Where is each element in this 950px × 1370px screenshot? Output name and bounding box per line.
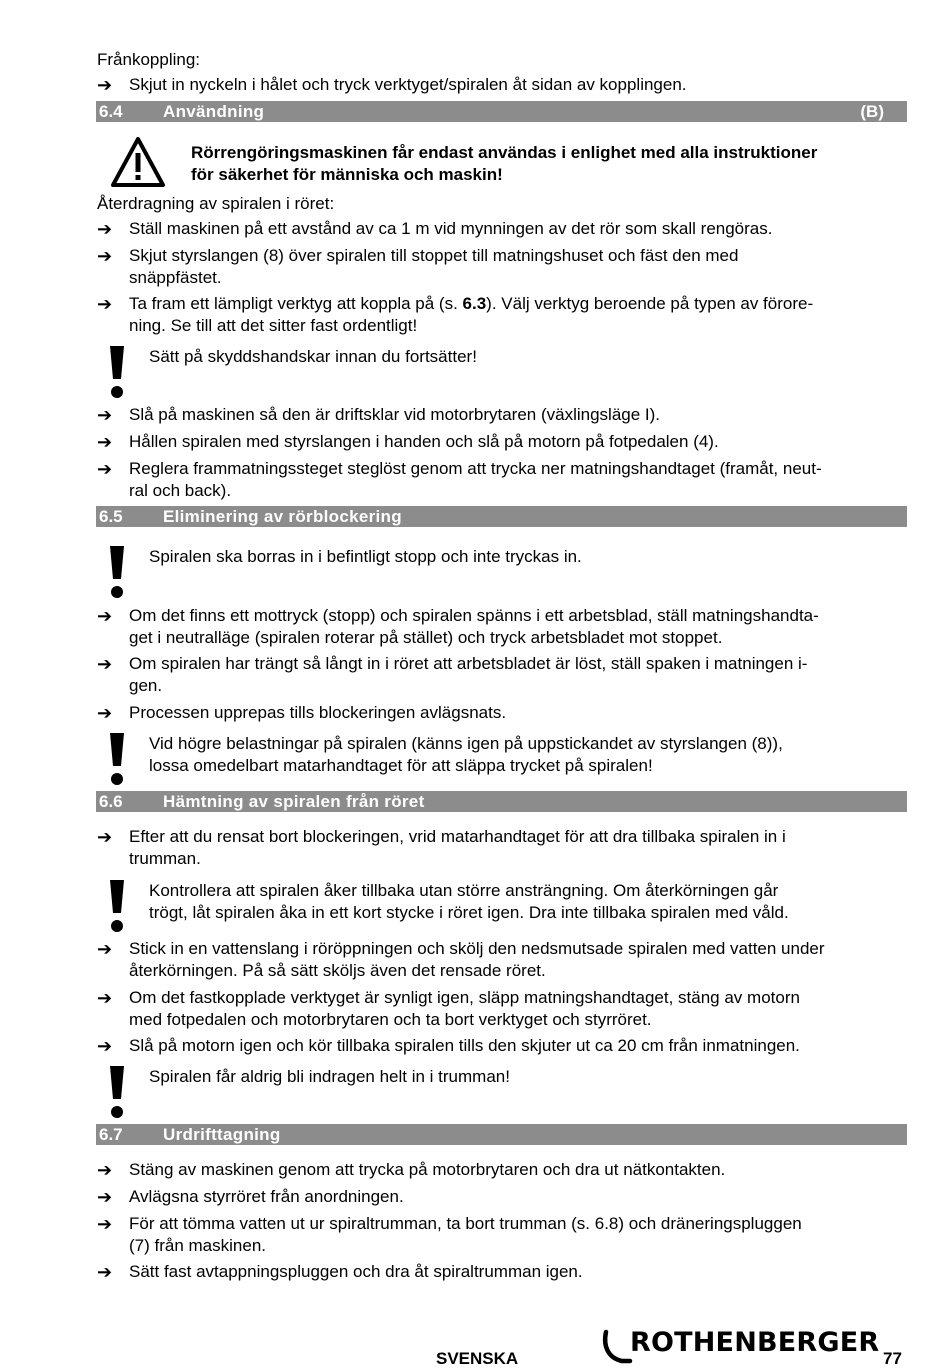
bullet-text: Slå på motorn igen och kör tillbaka spiralen tills den skjuter ut ca 20 cm från inmatningen. [129, 1036, 800, 1055]
bullet-text: ral och back). [129, 481, 232, 500]
exclamation-icon [106, 346, 128, 400]
footer-language: SVENSKA [436, 1349, 519, 1368]
warning-text: för säkerhet för människa och maskin! [191, 165, 503, 184]
section-title: Urdrifttagning [163, 1125, 281, 1144]
bullet-text: Stäng av maskinen genom att trycka på motorbrytaren och dra ut nätkontakten. [129, 1160, 726, 1179]
exclamation-icon [106, 1066, 128, 1120]
section-header-6-4 [96, 101, 907, 122]
bullet-text: Slå på maskinen så den är driftsklar vid motorbrytaren (växlingsläge I). [129, 405, 661, 424]
note-text: trögt, låt spiralen åka in ett kort stycke i röret igen. Dra inte tillbaka spiralen med våld. [149, 903, 789, 922]
bullet-text: snäppfästet. [129, 268, 222, 287]
section-title: Hämtning av spiralen från röret [163, 792, 425, 811]
section-title: Användning [163, 102, 265, 121]
arrow-icon: ➔ [97, 606, 113, 626]
arrow-icon: ➔ [97, 459, 113, 479]
intro-bullet: Skjut in nyckeln i hålet och tryck verktyget/spiralen åt sidan av kopplingen. [129, 75, 687, 94]
arrow-icon: ➔ [97, 432, 113, 452]
bullet-text: Avlägsna styrröret från anordningen. [129, 1187, 404, 1206]
arrow-icon: ➔ [97, 1187, 113, 1207]
bullet-text: Sätt fast avtappningspluggen och dra åt spiraltrumman igen. [129, 1262, 583, 1281]
bullet-text: get i neutralläge (spiralen roterar på stället) och tryck arbetsbladet mot stoppet. [129, 628, 723, 647]
section-header-6-6 [96, 791, 907, 812]
bullet-text: Reglera frammatningssteget steglöst genom att trycka ner matningshandtaget (framåt, neut- [129, 459, 822, 478]
bullet-text: Processen upprepas tills blockeringen avlägsnats. [129, 703, 507, 722]
brand-logo [600, 1326, 880, 1366]
arrow-icon: ➔ [97, 703, 113, 723]
arrow-icon: ➔ [97, 1214, 113, 1234]
bullet-text: Om spiralen har trängt så långt in i röret att arbetsbladet är löst, ställ spaken i matningen i- [129, 654, 808, 673]
arrow-icon: ➔ [97, 75, 113, 95]
section-number: 6.7 [99, 1125, 123, 1144]
section-number: 6.4 [99, 102, 123, 121]
section-title: Eliminering av rörblockering [163, 507, 402, 526]
bullet-text: För att tömma vatten ut ur spiraltrumman, ta bort trumman (s. 6.8) och dräneringspluggen [129, 1214, 802, 1233]
bullet-text: Ställ maskinen på ett avstånd av ca 1 m vid mynningen av det rör som skall rengöras. [129, 219, 773, 238]
arrow-icon: ➔ [97, 405, 113, 425]
bullet-text: Om det finns ett mottryck (stopp) och spiralen spänns i ett arbetsblad, ställ matningshandta- [129, 606, 819, 625]
bullet-text: gen. [129, 676, 163, 695]
note-text: Spiralen får aldrig bli indragen helt in i trumman! [149, 1067, 510, 1086]
intro-label: Frånkoppling: [97, 50, 201, 69]
section-number: 6.6 [99, 792, 123, 811]
exclamation-icon [106, 546, 128, 600]
bullet-text: Stick in en vattenslang i röröppningen och skölj den nedsmutsade spiralen med vatten under [129, 939, 825, 958]
note-text: lossa omedelbart matarhandtaget för att släppa trycket på spiralen! [149, 756, 653, 775]
section-tag: (B) [860, 102, 884, 121]
warning-text: Rörrengöringsmaskinen får endast användas i enlighet med alla instruktioner [191, 143, 818, 162]
arrow-icon: ➔ [97, 988, 113, 1008]
bullet-text: återkörningen. På så sätt sköljs även det rensade röret. [129, 961, 546, 980]
page-number: 77 [883, 1349, 902, 1368]
bullet-text: Om det fastkopplade verktyget är synligt igen, släpp matningshandtaget, stäng av motorn [129, 988, 800, 1007]
arrow-icon: ➔ [97, 654, 113, 674]
arrow-icon: ➔ [97, 219, 113, 239]
logo-swoosh-icon [600, 1328, 634, 1366]
section-header-6-5 [96, 506, 907, 527]
bullet-text: (7) från maskinen. [129, 1236, 266, 1255]
arrow-icon: ➔ [97, 294, 113, 314]
arrow-icon: ➔ [97, 939, 113, 959]
section-number: 6.5 [99, 507, 123, 526]
arrow-icon: ➔ [97, 827, 113, 847]
exclamation-icon [106, 880, 128, 934]
bullet-text: med fotpedalen och motorbrytaren och ta bort verktyget och styrröret. [129, 1010, 652, 1029]
bullet-text: Hållen spiralen med styrslangen i handen och slå på motorn på fotpedalen (4). [129, 432, 719, 451]
exclamation-icon [106, 733, 128, 787]
bullet-text: Ta fram ett lämpligt verktyg att koppla på (s. 6.3). Välj verktyg beroende på typen av förore- [129, 294, 814, 313]
bullet-text: ning. Se till att det sitter fast ordentligt! [129, 316, 418, 335]
brand-name: ROTHENBERGER [630, 1327, 880, 1358]
bullet-text: trumman. [129, 849, 201, 868]
bullet-text: Skjut styrslangen (8) över spiralen till stoppet till matningshuset och fäst den med [129, 246, 739, 265]
section-header-6-7 [96, 1124, 907, 1145]
arrow-icon: ➔ [97, 1036, 113, 1056]
arrow-icon: ➔ [97, 1160, 113, 1180]
bullet-text: Efter att du rensat bort blockeringen, vrid matarhandtaget för att dra tillbaka spiralen in i [129, 827, 786, 846]
note-text: Vid högre belastningar på spiralen (känns igen på uppstickandet av styrslangen (8)), [149, 734, 783, 753]
arrow-icon: ➔ [97, 246, 113, 266]
warning-triangle-icon [110, 136, 166, 188]
arrow-icon: ➔ [97, 1262, 113, 1282]
subheading: Återdragning av spiralen i röret: [97, 194, 335, 213]
note-text: Spiralen ska borras in i befintligt stopp och inte tryckas in. [149, 547, 582, 566]
note-text: Sätt på skyddshandskar innan du fortsätter! [149, 347, 477, 366]
note-text: Kontrollera att spiralen åker tillbaka utan större ansträngning. Om återkörningen går [149, 881, 779, 900]
